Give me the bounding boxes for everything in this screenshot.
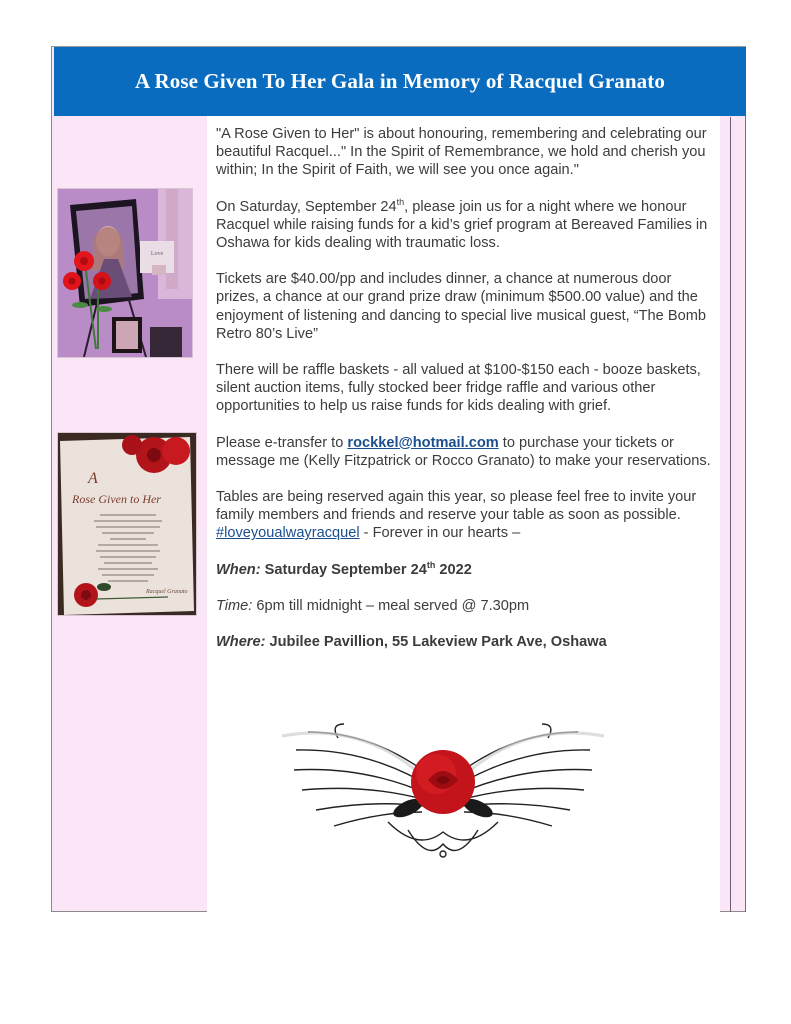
event-description — [216, 125, 716, 669]
raffle-paragraph: There will be raffle baskets - all valued at $100-$150 each - booze baskets, silent auction items, fully stocked beer fridge raffle and various other opportunities to help us raise funds for kids dealing with grief. — [216, 362, 701, 415]
tables-paragraph: Tables are being reserved again this year, so please feel free to invite your family members and friends and reserve your table as soon as possible. #loveyoualwayracquel - Forever in our hearts – — [216, 489, 697, 542]
page-header — [54, 47, 746, 116]
memorial-photo — [57, 188, 193, 358]
winged-rose-emblem — [268, 712, 618, 862]
tickets-paragraph: Tickets are $40.00/pp and includes dinner, a chance at numerous door prizes, a chance at our grand prize draw (minimum $500.00 value) and the enjoyment of listening and dancing to special live musical guest, “The Bomb Retro 80’s Live” — [216, 271, 706, 342]
when-detail: When: Saturday September 24th 2022 — [216, 559, 472, 578]
svg-text:Racquel Granato: Racquel Granato — [146, 589, 188, 595]
memorial-portrait-image — [58, 189, 192, 357]
where-detail: Where: Jubilee Pavillion, 55 Lakeview Park Ave, Oshawa — [216, 634, 607, 651]
column-divider — [730, 117, 731, 912]
poem-title-text: Rose Given to Her — [72, 492, 161, 506]
page-title: A Rose Given To Her Gala in Memory of Racquel Granato — [135, 69, 665, 93]
winged-rose-icon — [268, 712, 618, 862]
svg-text:Love: Love — [150, 251, 164, 257]
date-paragraph: On Saturday, September 24th, please join us for a night where we honour Racquel while raising funds for a kid’s grief program at Bereaved Families in Oshawa for kids dealing with traumatic loss. — [216, 196, 708, 252]
poem-plaque-image — [58, 433, 196, 615]
etransfer-paragraph: Please e-transfer to rockkel@hotmail.com to purchase your tickets or message me (Kelly Fitzpatrick or Rocco Granato) to make your reservations. — [216, 434, 711, 469]
poem-plaque-photo — [57, 432, 197, 616]
frame-right-border — [745, 116, 746, 912]
intro-paragraph: "A Rose Given to Her" is about honouring, remembering and celebrating our beautiful Racquel..." In the Spirit of Remembrance, we hold and cherish you within; In the Spirit of Faith, we will see you once again." — [216, 126, 707, 179]
time-detail: Time: 6pm till midnight – meal served @ 7.30pm — [216, 597, 530, 614]
hashtag-link[interactable]: #loveyoualwayracquel — [216, 525, 360, 542]
email-link[interactable]: rockkel@hotmail.com — [347, 434, 499, 451]
svg-text:A: A — [88, 470, 98, 487]
